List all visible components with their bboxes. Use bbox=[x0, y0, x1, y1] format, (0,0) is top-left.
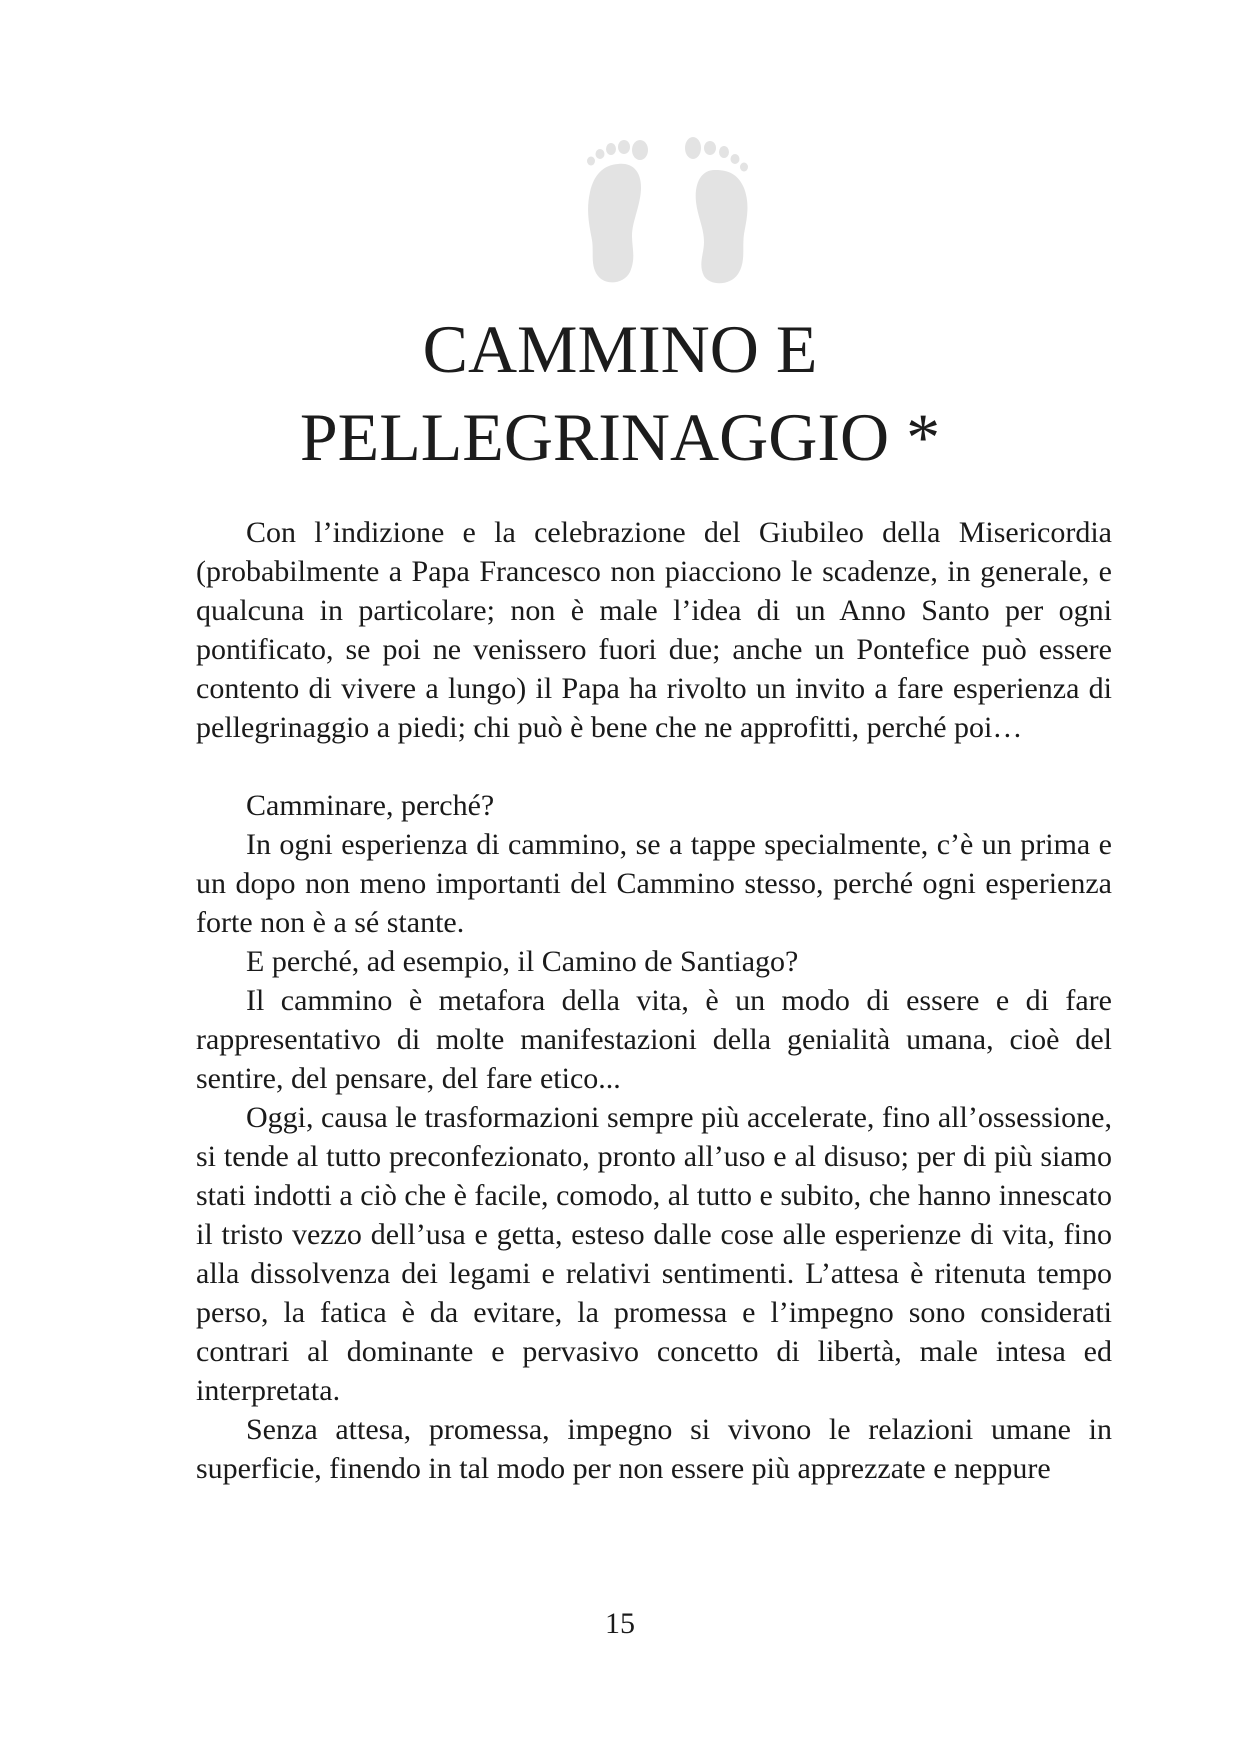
title-line-1: CAMMINO E bbox=[422, 311, 818, 387]
paragraph-3: In ogni esperienza di cammino, se a tappe specialmente, c’è un prima e un dopo non meno importanti del Cammino stesso, perché ogni esperienza forte non è a sé stante. bbox=[196, 828, 1112, 939]
paragraph-6: Oggi, causa le trasformazioni sempre più accelerate, fino all’ossessione, si tende al tutto preconfezionato, pronto all’uso e al disuso; per di più siamo stati indotti a ciò che è facile, comodo, al tutto e subito, che hanno innescato il tristo vezzo dell’usa e getta, esteso dalle cose alle esperienze di vita, fino alla dissolvenza dei legami e relativi sentimenti. L’attesa è ritenuta tempo perso, la fatica è da evitare, la promessa e l’impegno sono considerati contrari al dominante e pervasivo concetto di libertà, male intesa ed interpretata. bbox=[196, 1101, 1112, 1407]
paragraph-1: Con l’indizione e la celebrazione del Giubileo della Misericordia (probabilmente a Papa Francesco non piacciono le scadenze, in generale, e qualcuna in particolare; non è male l’idea di un Anno Santo per ogni pontificato, se poi ne venissero fuori due; anche un Pontefice può essere contento di vivere a lungo) il Papa ha rivolto un invito a fare esperienza di pellegrinaggio a piedi; chi può è bene che ne approfitti, perché poi… bbox=[196, 516, 1112, 744]
footprints-icon bbox=[578, 136, 760, 286]
page-title bbox=[0, 305, 1240, 481]
title-line-2: PELLEGRINAGGIO * bbox=[299, 399, 941, 475]
page-number: 15 bbox=[605, 1607, 635, 1640]
paragraph-5: Il cammino è metafora della vita, è un modo di essere e di fare rappresentativo di molte manifestazioni della genialità umana, cioè del sentire, del pensare, del fare etico... bbox=[196, 984, 1112, 1095]
paragraph-4: E perché, ad esempio, il Camino de Santiago? bbox=[246, 945, 799, 978]
paragraph-7: Senza attesa, promessa, impegno si vivono le relazioni umane in superficie, finendo in tal modo per non essere più apprezzate e neppure bbox=[196, 1413, 1112, 1485]
body-text bbox=[196, 513, 1112, 1488]
paragraph-2: Camminare, perché? bbox=[246, 789, 495, 822]
